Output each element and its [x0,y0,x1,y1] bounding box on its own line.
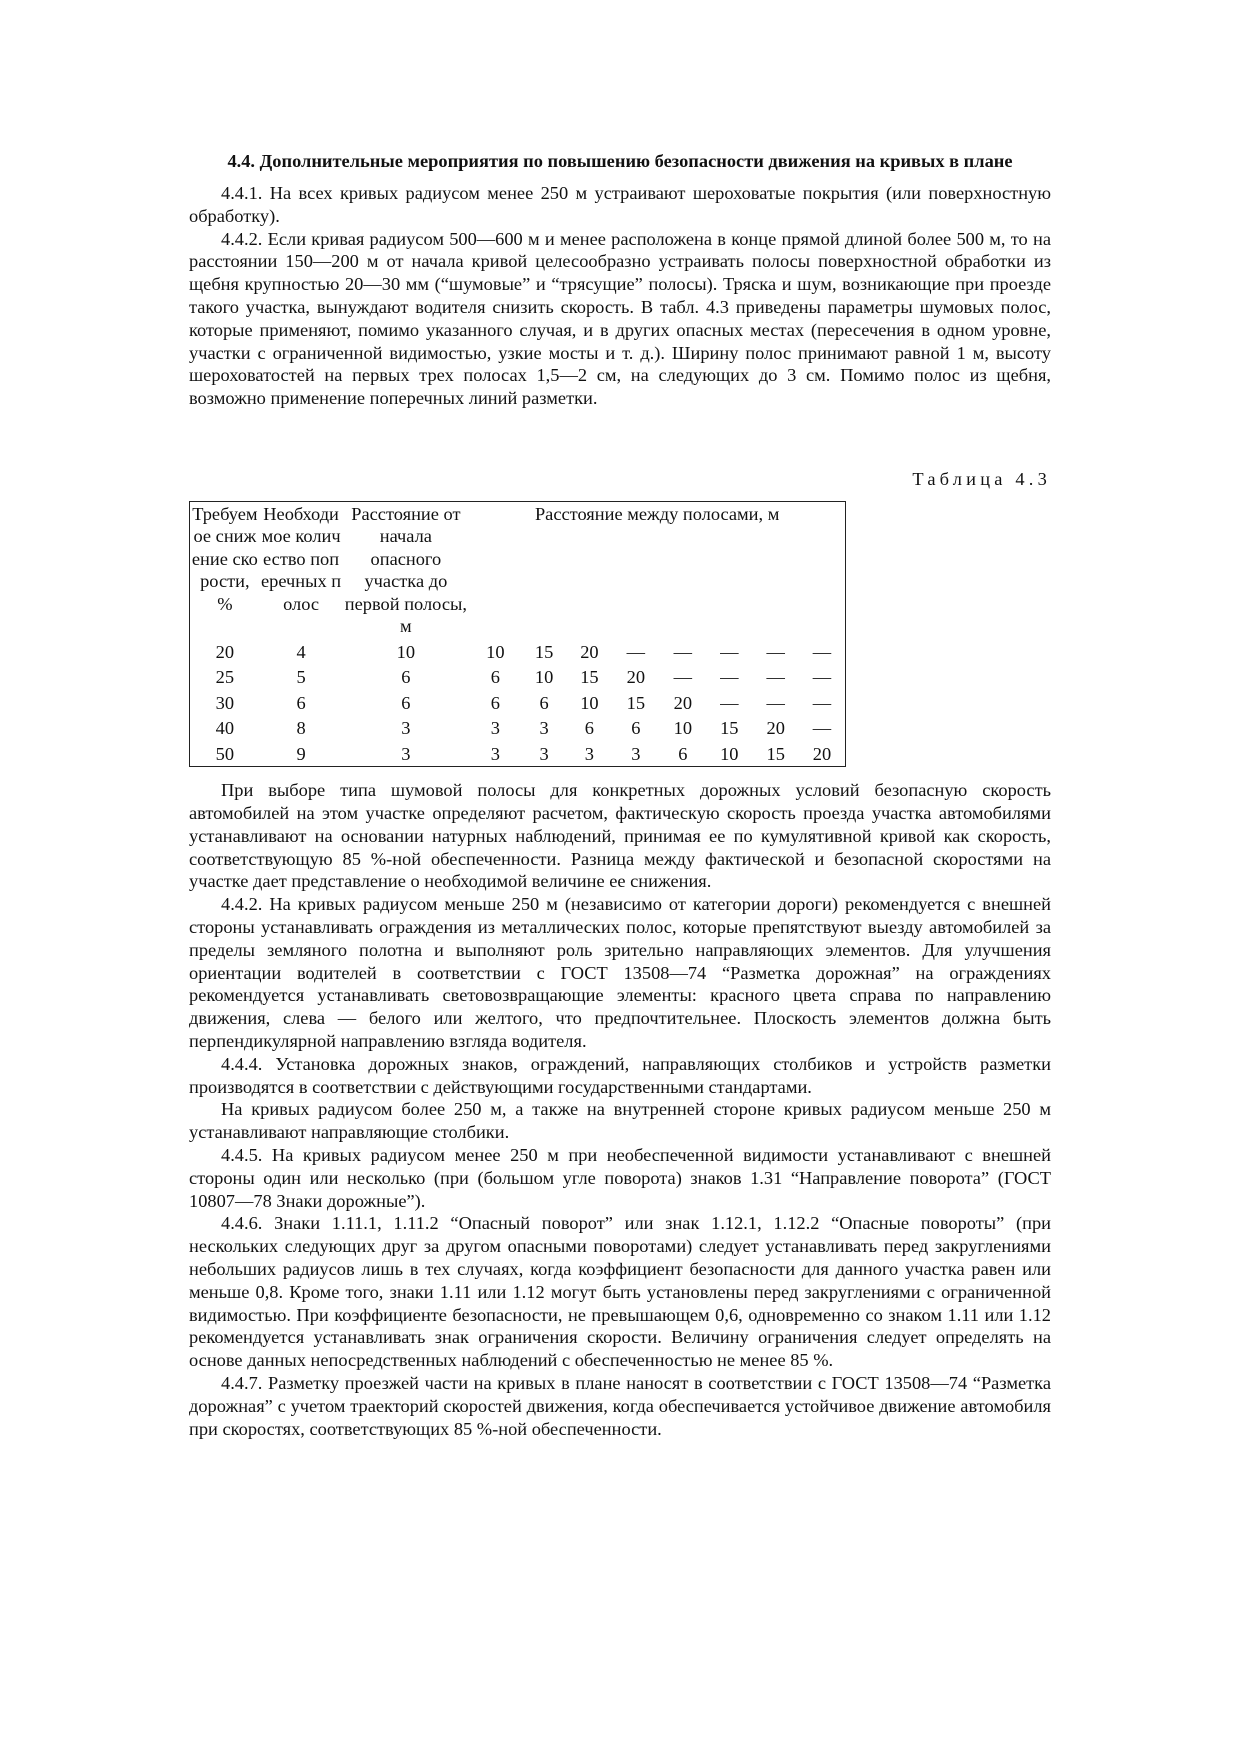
table-cell: 6 [490,692,500,713]
table-cell: — [626,641,646,662]
document-page [189,150,1051,1440]
table-cell: 15 [766,743,785,764]
paragraph-4-4-1: 4.4.1. На всех кривых радиусом менее 250 м устраивают шероховатые покрытия (или поверхностную обработку). [189,183,1051,226]
table-cell: 20 [766,718,785,739]
table-cell: 20 [673,692,693,713]
table-row [190,715,846,741]
table-cell: 3 [401,743,411,764]
table-row [190,690,846,716]
table-row [190,664,846,690]
table-cell: — [812,718,832,739]
table-cell: 20 [580,641,599,662]
table-cell: 10 [580,692,599,713]
table-cell: — [812,641,832,662]
table-cell: 20 [812,743,832,764]
table-cell: 15 [580,667,599,688]
paragraph-4-4-2-barriers: 4.4.2. На кривых радиусом меньше 250 м (независимо от категории дороги) рекомендуется с внешней стороны устанавливать ограждения из металлических полос, которые препятствуют выезду автомобилей за пределы земляного полотна и выполняют роль зрительно направляющих элементов. Для улучшения ориентации водителей в соответствии с ГОСТ 13508—74 “Разметка дорожная” на ограждениях рекомендуется устанавливать световозвращающие элементы: красного цвета справа по направлению движения, слева — белого или желтого, что предпочтительнее. Плоскость элементов должна быть перпендикулярной направлению взгляда водителя. [189,894,1051,1052]
table-row [190,741,846,767]
table-cell: 3 [539,718,549,739]
table-cell: 5 [296,667,306,688]
table-cell: 6 [296,692,306,713]
table-cell: 10 [673,718,693,739]
paragraph-4-4-2-strips: 4.4.2. Если кривая радиусом 500—600 м и менее расположена в конце прямой длиной более 500 м, то на расстоянии 150—200 м от начала кривой целесообразно устраивать полосы поверхностной обработки из щебня крупностью 20—30 мм (“шумовые” и “трясущие” полосы). Тряска и шум, возникающие при проезде такого участка, вынуждают водителя снизить скорость. В табл. 4.3 приведены параметры шумовых полос, которые применяют, помимо указанного случая, и в других опасных местах (пересечения в одном уровне, участки с ограниченной видимостью, узкие мосты и т. д.). Ширину полос принимают равной 1 м, высоту шероховатостей на первых трех полосах 1,5—2 см, на следующих до 3 см. Помимо полос из щебня, возможно применение поперечных линий разметки. [189,228,1051,409]
table-row [190,639,846,665]
table-cell: — [812,667,832,688]
table-cell: 30 [215,692,235,713]
table-cell: 6 [401,692,411,713]
table-cell: 8 [296,718,306,739]
table-cell: 25 [215,667,235,688]
table-cell: — [673,641,693,662]
table-cell: 10 [396,641,416,662]
paragraph-4-4-4: 4.4.4. Установка дорожных знаков, ограждений, направляющих столбиков и устройств разметки производятся в соответствии с действующими государственными стандартами. [189,1053,1051,1097]
section-heading: 4.4. Дополнительные мероприятия по повышению безопасности движения на кривых в плане [227,151,1013,171]
table-cell: — [673,667,693,688]
spacer [189,410,1051,468]
table-cell: — [720,641,739,662]
table-cell: 40 [215,718,235,739]
table-header-row [190,501,846,639]
table-cell: 10 [720,743,739,764]
table-cell: 20 [215,641,235,662]
table-cell: 20 [626,667,646,688]
table-body [190,639,846,767]
table-cell: 6 [678,743,688,764]
table-cell: 3 [631,743,641,764]
table-cell: 6 [631,718,641,739]
table-cell: 6 [539,692,549,713]
table-cell: 3 [401,718,411,739]
table-cell: 50 [215,743,235,764]
table-cell: 15 [720,718,739,739]
table-cell: 3 [539,743,549,764]
paragraph-4-4-7: 4.4.7. Разметку проезжей части на кривых в плане наносят в соответствии с ГОСТ 13508—74 “Разметка дорожная” с учетом траекторий скоростей движения, когда обеспечивается устойчивое движение автомобиля при скоростях, соответствующих 85 %-ной обеспеченности. [189,1372,1051,1439]
table-cell: 3 [584,743,594,764]
table-cell: — [766,641,785,662]
header-distance-to-first: Расстояние от начала опасного участка до первой полосы, м [344,503,467,637]
table-cell: 3 [490,718,500,739]
noise-strips-table [189,501,846,768]
table-cell: — [812,692,832,713]
paragraph-speed-selection: При выборе типа шумовой полосы для конкретных дорожных условий безопасную скорость автомобилей на этом участке определяют расчетом, фактическую скорость проезда участка автомобилями устанавливают на основании натурных наблюдений, принимая ее по кумулятивной кривой как скорость, соответствующую 85 %-ной обеспеченности. Разница между фактической и безопасной скоростями на участке дает представление о необходимой величине ее снижения. [189,780,1051,892]
table-cell: 9 [296,743,306,764]
table-cell: 10 [534,667,554,688]
table-cell: 6 [490,667,500,688]
table-caption: Таблица 4.3 [912,468,1051,489]
table-cell: 6 [584,718,594,739]
table-cell: — [720,692,739,713]
table-cell: 3 [490,743,500,764]
paragraph-4-4-5: 4.4.5. На кривых радиусом менее 250 м при необеспеченной видимости устанавливают с внешней стороны один или несколько (при (большом угле поворота) знаков 1.31 “Направление поворота” (ГОСТ 10807—78 Знаки дорожные”). [189,1145,1051,1211]
table-cell: — [766,692,785,713]
table-cell: 10 [486,641,505,662]
table-cell: 15 [534,641,554,662]
header-speed-reduction: Требуемое снижение скорости, % [191,503,258,614]
table-cell: — [720,667,739,688]
paragraph-guide-posts: На кривых радиусом более 250 м, а также на внутренней стороне кривых радиусом меньше 250 м устанавливают направляющие столбики. [189,1099,1051,1143]
table-cell: — [766,667,785,688]
table-cell: 6 [401,667,411,688]
header-strip-count: Необходимое количество поперечных полос [261,503,342,614]
table-cell: 15 [626,692,646,713]
header-distance-between: Расстояние между полосами, м [534,503,780,524]
table-cell: 4 [296,641,306,662]
paragraph-4-4-6: 4.4.6. Знаки 1.11.1, 1.11.2 “Опасный поворот” или знак 1.12.1, 1.12.2 “Опасные повороты” (при нескольких следующих друг за другом опасными поворотами) следует устанавливать перед закруглениями небольших радиусов лишь в тех случаях, когда коэффициент безопасности для данного участка равен или меньше 0,8. Кроме того, знаки 1.11 или 1.12 могут быть установлены перед закруглениями с ограниченной видимостью. При коэффициенте безопасности, не превышающем 0,6, одновременно со знаком 1.11 или 1.12 рекомендуется устанавливать знак ограничения скорости. Величину ограничения следует определять на основе данных непосредственных наблюдений с обеспеченностью не менее 85 %. [189,1213,1051,1371]
